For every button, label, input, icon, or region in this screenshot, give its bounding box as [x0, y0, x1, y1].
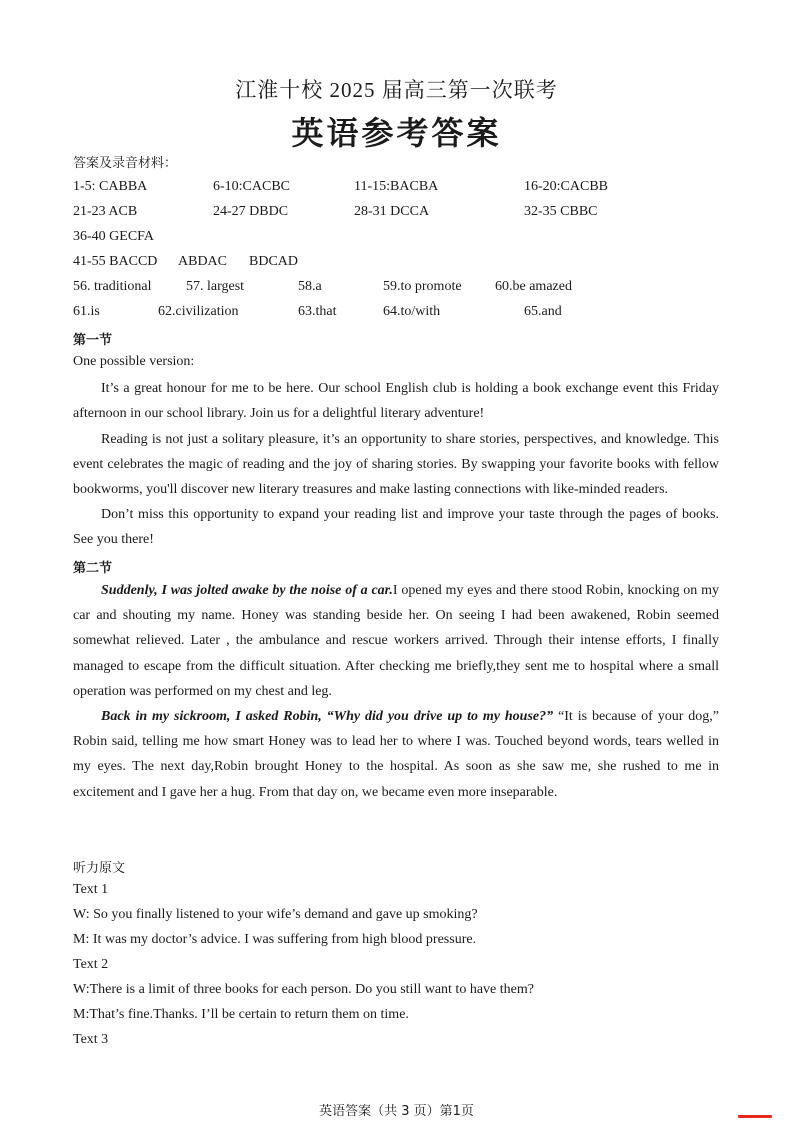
- red-mark: [738, 1115, 772, 1118]
- paragraph-text: It’s a great honour for me to be here. Our school English club is holding a book exchange event this Friday afternoon in our school library. Join us for a delightful literary adventure!: [73, 381, 719, 422]
- transcript-line: M: It was my doctor’s advice. I was suffering from high blood pressure.: [73, 932, 477, 947]
- essay-paragraph: [73, 502, 719, 552]
- transcript-line: Text 2: [73, 957, 109, 972]
- answer-item: BDCAD: [249, 254, 299, 269]
- answer-item: 6-10:CACBC: [213, 179, 291, 194]
- answer-item: 63.that: [298, 304, 337, 319]
- answer-item: 56. traditional: [73, 279, 152, 294]
- story-paragraph: [73, 578, 719, 704]
- answer-item: ABDAC: [178, 254, 228, 269]
- answer-item: 11-15:BACBA: [354, 179, 439, 194]
- exam-title: 江淮十校 2025 届高三第一次联考: [235, 78, 558, 102]
- answer-item: 59.to promote: [383, 279, 462, 294]
- answer-item: 32-35 CBBC: [524, 204, 598, 219]
- answer-item: 60.be amazed: [495, 279, 572, 294]
- listening-heading: 听力原文: [73, 861, 126, 876]
- transcript-line: M:That’s fine.Thanks. I’ll be certain to return them on time.: [73, 1007, 409, 1022]
- page-footer: 英语答案（共 3 页）第1页: [319, 1104, 474, 1119]
- transcript-line: Text 3: [73, 1032, 109, 1047]
- answer-item: 58.a: [298, 279, 322, 294]
- answer-item: 16-20:CACBB: [524, 179, 609, 194]
- answer-item: 57. largest: [186, 279, 245, 294]
- answer-item: 62.civilization: [158, 304, 239, 319]
- section-heading: 第一节: [73, 333, 113, 348]
- essay-paragraph: [73, 427, 719, 503]
- answer-item: 21-23 ACB: [73, 204, 138, 219]
- given-sentence: Back in my sickroom, I asked Robin, “Why did you drive up to my house?”: [101, 709, 554, 724]
- paragraph-text: Reading is not just a solitary pleasure, it’s an opportunity to share stories, perspectives, and knowledge. This event celebrates the magic of reading and the joy of sharing stories. By swapping your favorite books with fellow bookworms, you'll discover new literary treasures and make lasting connections with like-minded readers.: [73, 432, 719, 498]
- answer-item: 24-27 DBDC: [213, 204, 289, 219]
- answer-item: 41-55 BACCD: [73, 254, 158, 269]
- answers-label: 答案及录音材料：: [73, 156, 178, 171]
- answer-item: 36-40 GECFA: [73, 229, 155, 244]
- answer-item: 64.to/with: [383, 304, 441, 319]
- transcript-line: Text 1: [73, 882, 109, 897]
- transcript-line: W:There is a limit of three books for each person. Do you still want to have them?: [73, 982, 534, 997]
- essay-intro: One possible version:: [73, 354, 195, 369]
- paragraph-text: Don’t miss this opportunity to expand your reading list and improve your taste through the pages of books. See you there!: [73, 507, 719, 548]
- document-title: 英语参考答案: [291, 114, 502, 152]
- essay-paragraph: [73, 376, 719, 426]
- answer-item: 28-31 DCCA: [354, 204, 430, 219]
- paragraph-text: “It is because of your dog,” Robin said, telling me how smart Honey was to lead her to where I was. Touched beyond words, tears welled in my eyes. The next day,Robin brought Honey to the hospital. As soon as she saw me, she rushed to me in excitement and I gave her a hug. From that day on, we became even more inseparable.: [73, 709, 719, 800]
- transcript-line: W: So you finally listened to your wife’s demand and gave up smoking?: [73, 907, 478, 922]
- answer-item: 61.is: [73, 304, 100, 319]
- answer-item: 1-5: CABBA: [73, 179, 148, 194]
- given-sentence: Suddenly, I was jolted awake by the noise of a car.: [101, 583, 393, 598]
- answer-item: 65.and: [524, 304, 562, 319]
- section-heading: 第二节: [73, 561, 113, 576]
- paragraph-text: I opened my eyes and there stood Robin, knocking on my car and shouting my name. Honey was standing beside her. On seeing I had been awakened, Robin seemed somewhat relieved. Later , the ambulance and rescue workers arrived. Through their intense efforts, I finally managed to escape from the difficult situation. After checking me briefly,they sent me to hospital where a small operation was performed on my chest and leg.: [73, 583, 719, 699]
- story-paragraph: [73, 704, 719, 805]
